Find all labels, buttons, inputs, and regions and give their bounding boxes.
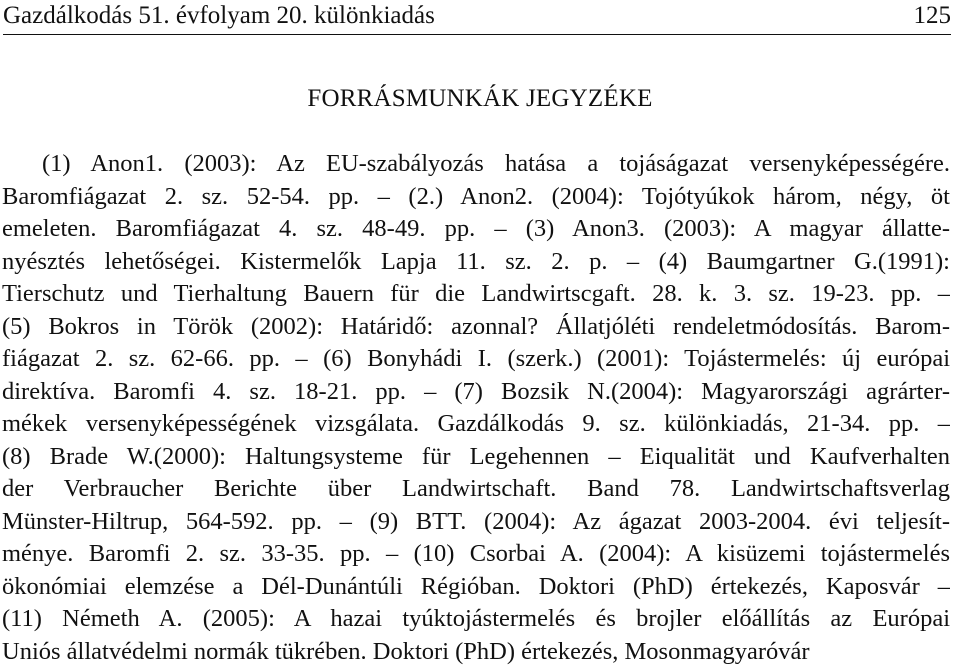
reference-line: Uniós állatvédelmi normák tükrében. Doktori (PhD) értekezés, Mosonmagyaróvár <box>2 636 950 668</box>
running-header <box>3 0 951 35</box>
reference-line: Tierschutz und Tierhaltung Bauern für die Landwirtscgaft. 28. k. 3. sz. 19-23. pp. – <box>2 278 950 311</box>
section-title: FORRÁSMUNKÁK JEGYZÉKE <box>0 84 960 114</box>
page-number: 125 <box>914 0 952 31</box>
reference-line: der Verbraucher Berichte über Landwirtschaft. Band 78. Landwirtschaftsverlag <box>2 473 950 506</box>
references-paragraph <box>2 148 950 668</box>
reference-line: direktíva. Baromfi 4. sz. 18-21. pp. – (7) Bozsik N.(2004): Magyarországi agrárter- <box>2 376 950 409</box>
reference-line: fiágazat 2. sz. 62-66. pp. – (6) Bonyhádi I. (szerk.) (2001): Tojástermelés: új európai <box>2 343 950 376</box>
reference-line: (1) Anon1. (2003): Az EU-szabályozás hatása a tojáságazat versenyképességére. <box>2 148 950 181</box>
reference-line: (5) Bokros in Török (2002): Határidő: azonnal? Állatjóléti rendeletmódosítás. Barom- <box>2 311 950 344</box>
reference-line: mékek versenyképességének vizsgálata. Gazdálkodás 9. sz. különkiadás, 21-34. pp. – <box>2 408 950 441</box>
running-title: Gazdálkodás 51. évfolyam 20. különkiadás <box>3 0 435 31</box>
reference-line: nyésztés lehetőségei. Kistermelők Lapja 11. sz. 2. p. – (4) Baumgartner G.(1991): <box>2 246 950 279</box>
reference-line: Münster-Hiltrup, 564-592. pp. – (9) BTT. (2004): Az ágazat 2003-2004. évi teljesít- <box>2 506 950 539</box>
reference-line: (8) Brade W.(2000): Haltungsysteme für Legehennen – Eiqualität und Kaufverhalten <box>2 441 950 474</box>
reference-line: ménye. Baromfi 2. sz. 33-35. pp. – (10) Csorbai A. (2004): A kisüzemi tojástermelés <box>2 538 950 571</box>
reference-line: (11) Németh A. (2005): A hazai tyúktojástermelés és brojler előállítás az Európai <box>2 603 950 636</box>
reference-line: emeleten. Baromfiágazat 4. sz. 48-49. pp. – (3) Anon3. (2003): A magyar állatte- <box>2 213 950 246</box>
reference-line: Baromfiágazat 2. sz. 52-54. pp. – (2.) Anon2. (2004): Tojótyúkok három, négy, öt <box>2 181 950 214</box>
reference-line: ökonómiai elemzése a Dél-Dunántúli Régióban. Doktori (PhD) értekezés, Kaposvár – <box>2 571 950 604</box>
